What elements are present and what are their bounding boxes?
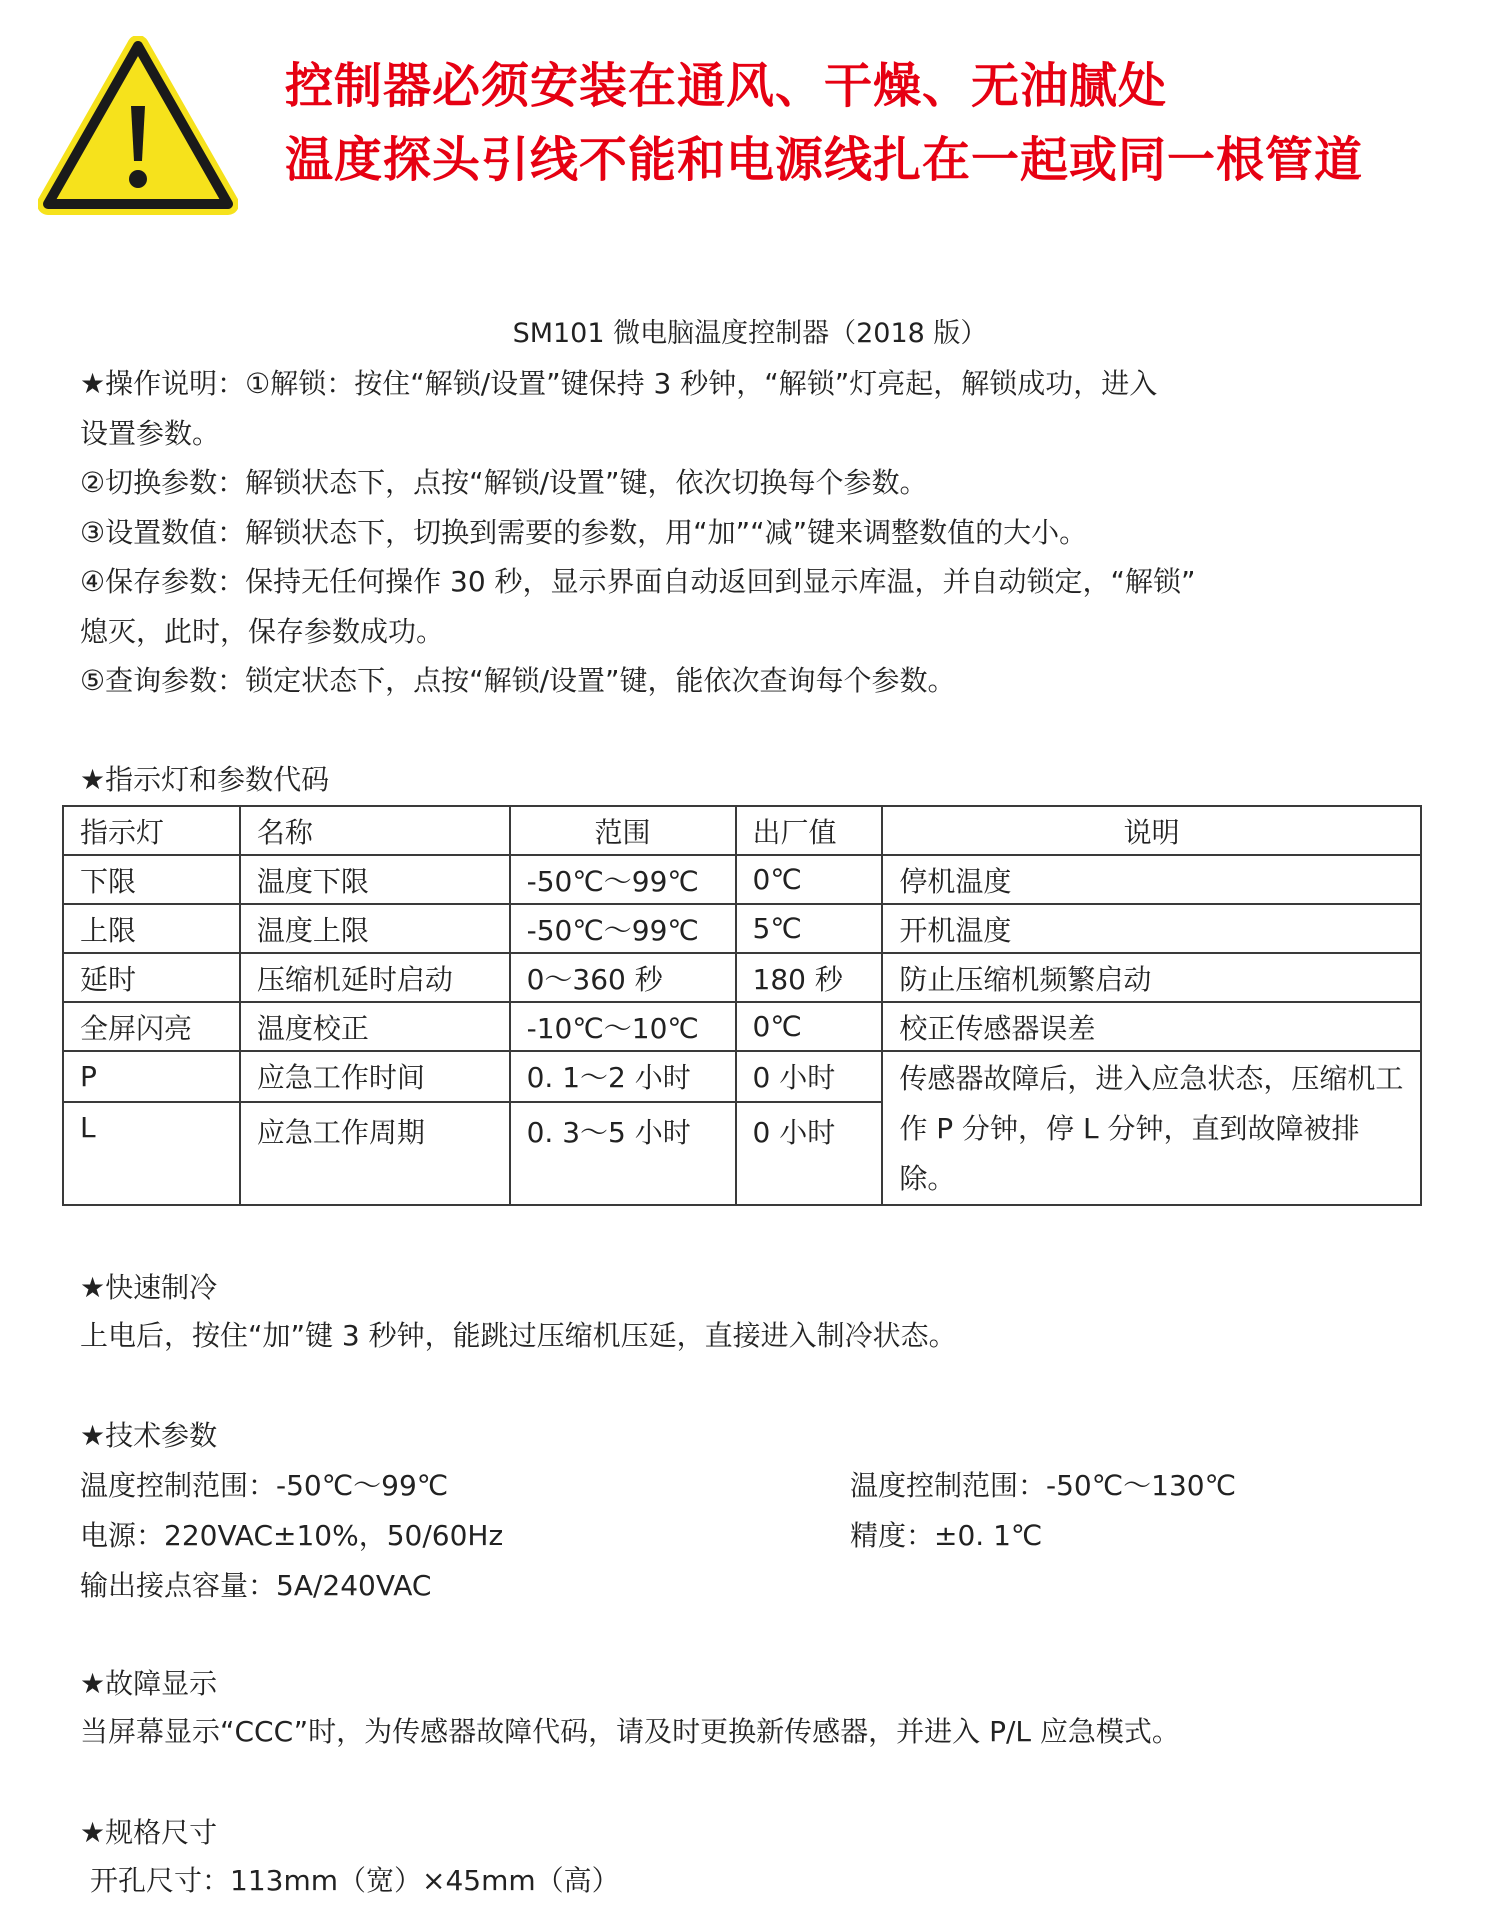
warning-triangle-icon	[38, 36, 238, 218]
operation-paragraph: ★操作说明：①解锁：按住“解锁/设置”键保持 3 秒钟，“解锁”灯亮起，解锁成功，进入	[80, 367, 1158, 400]
table-cell: 温度下限	[240, 855, 510, 904]
spec-item: 电源：220VAC±10%，50/60Hz	[80, 1519, 504, 1552]
table-cell: 0℃	[736, 855, 883, 904]
table-cell: 5℃	[736, 904, 883, 953]
column-header: 范围	[510, 806, 736, 855]
operation-paragraph: 熄灭，此时，保存参数成功。	[80, 614, 445, 648]
table-header-row	[63, 806, 1421, 855]
tech-params-left	[80, 1461, 503, 1611]
parameter-table	[62, 805, 1422, 1206]
table-row	[63, 1002, 1421, 1051]
table-cell: 温度校正	[240, 1002, 510, 1051]
operation-instructions	[80, 359, 1440, 706]
table-cell: 压缩机延时启动	[240, 953, 510, 1002]
table-cell: 0. 3～5 小时	[510, 1102, 736, 1205]
table-cell: L	[63, 1102, 240, 1205]
table-cell: P	[63, 1051, 240, 1102]
table-cell: 停机温度	[882, 855, 1421, 904]
operation-paragraph: ③设置数值：解锁状态下，切换到需要的参数，用“加”“减”键来调整数值的大小。	[80, 515, 1088, 549]
indicator-heading: ★指示灯和参数代码	[80, 763, 330, 796]
table-cell: 温度上限	[240, 904, 510, 953]
table-cell: -10℃～10℃	[510, 1002, 736, 1051]
column-header: 说明	[882, 806, 1421, 855]
operation-paragraph: ④保存参数：保持无任何操作 30 秒，显示界面自动返回到显示库温，并自动锁定，“解锁”	[80, 565, 1196, 598]
table-cell: 防止压缩机频繁启动	[882, 953, 1421, 1002]
operation-paragraph: ②切换参数：解锁状态下，点按“解锁/设置”键，依次切换每个参数。	[80, 466, 928, 499]
dimensions-heading: ★规格尺寸	[80, 1816, 218, 1849]
table-cell: 延时	[63, 953, 240, 1002]
tech-params-right	[850, 1461, 1236, 1561]
table-row	[63, 855, 1421, 904]
table-cell: 0. 1～2 小时	[510, 1051, 736, 1102]
fault-heading: ★故障显示	[80, 1667, 218, 1700]
table-cell: 校正传感器误差	[882, 1002, 1421, 1051]
merged-note-cell: 传感器故障后，进入应急状态，压缩机工作 P 分钟，停 L 分钟，直到故障被排除。	[882, 1051, 1421, 1205]
tech-params-heading: ★技术参数	[80, 1419, 218, 1452]
spec-item: 温度控制范围：-50℃～99℃	[80, 1469, 449, 1502]
table-row	[63, 1051, 1421, 1102]
column-header: 出厂值	[736, 806, 883, 855]
table-cell: 0 小时	[736, 1051, 883, 1102]
table-cell: 下限	[63, 855, 240, 904]
warning-line: 控制器必须安装在通风、干燥、无油腻处	[285, 58, 1168, 114]
table-cell: 应急工作周期	[240, 1102, 510, 1205]
table-cell: 0～360 秒	[510, 953, 736, 1002]
table-cell: 0 小时	[736, 1102, 883, 1205]
table-cell: 180 秒	[736, 953, 883, 1002]
warning-line: 温度探头引线不能和电源线扎在一起或同一根管道	[285, 132, 1364, 188]
spec-item: 温度控制范围：-50℃～130℃	[850, 1469, 1237, 1502]
dimensions-text: 开孔尺寸：113mm（宽）×45mm（高）	[90, 1864, 620, 1897]
table-cell: 开机温度	[882, 904, 1421, 953]
table-cell: 全屏闪亮	[63, 1002, 240, 1051]
table-cell: 0℃	[736, 1002, 883, 1051]
column-header: 名称	[240, 806, 510, 855]
spec-item: 输出接点容量：5A/240VAC	[80, 1569, 432, 1602]
warning-text	[285, 58, 1364, 188]
fault-text: 当屏幕显示“CCC”时，为传感器故障代码，请及时更换新传感器，并进入 P/L 应急模式。	[80, 1715, 1180, 1748]
table-cell: -50℃～99℃	[510, 855, 736, 904]
table-row	[63, 953, 1421, 1002]
operation-paragraph: ⑤查询参数：锁定状态下，点按“解锁/设置”键，能依次查询每个参数。	[80, 664, 956, 697]
operation-paragraph: 设置参数。	[80, 416, 221, 450]
column-header: 指示灯	[63, 806, 240, 855]
quick-cool-heading: ★快速制冷	[80, 1271, 218, 1304]
table-cell: 上限	[63, 904, 240, 953]
table-cell: 应急工作时间	[240, 1051, 510, 1102]
document-title: SM101 微电脑温度控制器（2018 版）	[512, 318, 988, 349]
quick-cool-text: 上电后，按住“加”键 3 秒钟，能跳过压缩机压延，直接进入制冷状态。	[80, 1319, 957, 1352]
table-row	[63, 904, 1421, 953]
spec-item: 精度：±0. 1℃	[850, 1519, 1043, 1552]
table-cell: -50℃～99℃	[510, 904, 736, 953]
